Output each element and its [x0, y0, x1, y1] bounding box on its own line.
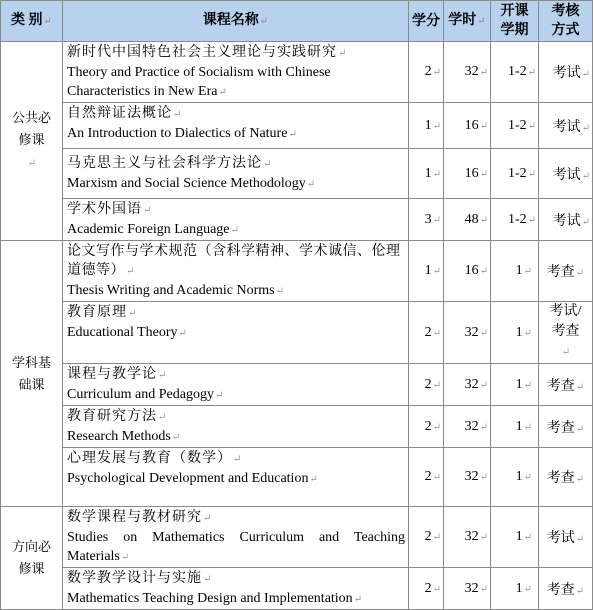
course-name-cell — [63, 364, 409, 406]
semester-cell: 1↵ — [491, 448, 539, 507]
header-hours: 学时↵ — [444, 1, 491, 42]
header-row — [1, 1, 593, 42]
course-name-cell — [63, 199, 409, 241]
header-course-name: 课程名称↵ — [63, 1, 409, 42]
table-row — [1, 241, 593, 302]
category-cell: 学科基础课 — [1, 241, 63, 507]
semester-cell: 1-2↵ — [491, 149, 539, 199]
course-name-en: Curriculum and Pedagogy↵ — [67, 387, 224, 402]
credits-cell: 2↵ — [409, 507, 444, 568]
course-name-en: Academic Foreign Language↵ — [67, 222, 239, 237]
table-row — [1, 364, 593, 406]
table-row — [1, 149, 593, 199]
assessment-cell: 考查↵ — [539, 406, 593, 448]
course-name-en: Psychological Development and Education↵ — [67, 471, 318, 486]
assessment-cell: 考试↵ — [539, 507, 593, 568]
category-cell: 方向必修课 — [1, 507, 63, 610]
semester-cell: 1-2↵ — [491, 103, 539, 149]
credits-cell: 2↵ — [409, 448, 444, 507]
course-name-cell — [63, 103, 409, 149]
course-name-zh: 学术外国语↵ — [67, 202, 153, 217]
course-name-zh: 数学课程与教材研究↵ — [67, 510, 213, 525]
course-name-cell — [63, 149, 409, 199]
header-category: 类 别↵ — [1, 1, 63, 42]
hours-cell: 32↵ — [444, 568, 491, 610]
assessment-cell: 考查↵ — [539, 568, 593, 610]
table-row — [1, 42, 593, 103]
credits-cell: 1↵ — [409, 241, 444, 302]
course-name-zh: 教育研究方法↵ — [67, 409, 168, 424]
assessment-cell: 考试↵ — [539, 149, 593, 199]
table-row — [1, 302, 593, 364]
course-name-cell — [63, 42, 409, 103]
assessment-cell: 考查↵ — [539, 241, 593, 302]
course-name-en: Mathematics Teaching Design and Implementation↵ — [67, 591, 363, 606]
course-name-en: An Introduction to Dialectics of Nature↵ — [67, 126, 297, 141]
course-name-cell — [63, 302, 409, 364]
course-name-zh: 论文写作与学术规范（含科学精神、学术诚信、伦理道德等）↵ — [67, 244, 401, 278]
category-cell: 公共必修课 ↵ — [1, 42, 63, 241]
semester-cell: 1↵ — [491, 507, 539, 568]
credits-cell: 2↵ — [409, 568, 444, 610]
course-name-en: Thesis Writing and Academic Norms↵ — [67, 283, 284, 298]
course-name-zh: 心理发展与教育（数学）↵ — [67, 451, 243, 466]
table-row — [1, 103, 593, 149]
course-name-cell — [63, 406, 409, 448]
semester-cell: 1-2↵ — [491, 42, 539, 103]
course-name-zh: 数学教学设计与实施↵ — [67, 571, 213, 586]
hours-cell: 16↵ — [444, 241, 491, 302]
course-name-zh: 马克思主义与社会科学方法论↵ — [67, 156, 273, 171]
course-name-cell — [63, 448, 409, 507]
course-name-cell — [63, 241, 409, 302]
credits-cell: 1↵ — [409, 149, 444, 199]
hours-cell: 16↵ — [444, 149, 491, 199]
course-name-cell — [63, 507, 409, 568]
hours-cell: 32↵ — [444, 42, 491, 103]
course-name-zh: 课程与教学论↵ — [67, 367, 168, 382]
semester-cell: 1↵ — [491, 568, 539, 610]
assessment-cell: 考试/考查↵ — [539, 302, 593, 364]
table-row — [1, 406, 593, 448]
hours-cell: 32↵ — [444, 302, 491, 364]
hours-cell: 32↵ — [444, 406, 491, 448]
credits-cell: 2↵ — [409, 42, 444, 103]
semester-cell: 1↵ — [491, 406, 539, 448]
course-name-en: Studies on Mathematics Curriculum and Teaching Materials↵ — [67, 530, 405, 564]
assessment-cell: 考试↵ — [539, 199, 593, 241]
credits-cell: 3↵ — [409, 199, 444, 241]
course-name-en: Theory and Practice of Socialism with Chinese Characteristics in New Era↵ — [67, 65, 331, 99]
assessment-cell: 考查↵ — [539, 364, 593, 406]
semester-cell: 1↵ — [491, 364, 539, 406]
course-name-cell — [63, 568, 409, 610]
semester-cell: 1↵ — [491, 241, 539, 302]
assessment-cell: 考查↵ — [539, 448, 593, 507]
table-row — [1, 448, 593, 507]
semester-cell: 1↵ — [491, 302, 539, 364]
credits-cell: 1↵ — [409, 103, 444, 149]
semester-cell: 1-2↵ — [491, 199, 539, 241]
header-semester: 开课学期 — [491, 1, 539, 42]
course-name-zh: 新时代中国特色社会主义理论与实践研究↵ — [67, 45, 348, 60]
header-assessment: 考核方式 — [539, 1, 593, 42]
course-name-zh: 自然辩证法概论↵ — [67, 106, 183, 121]
course-name-en: Marxism and Social Science Methodology↵ — [67, 176, 316, 191]
credits-cell: 2↵ — [409, 364, 444, 406]
hours-cell: 32↵ — [444, 507, 491, 568]
course-name-zh: 教育原理↵ — [67, 305, 138, 320]
assessment-cell: 考试↵ — [539, 103, 593, 149]
credits-cell: 2↵ — [409, 406, 444, 448]
hours-cell: 32↵ — [444, 364, 491, 406]
table-row — [1, 568, 593, 610]
table-row — [1, 507, 593, 568]
course-name-en: Educational Theory↵ — [67, 325, 187, 340]
course-name-en: Research Methods↵ — [67, 429, 181, 444]
assessment-cell: 考试↵ — [539, 42, 593, 103]
hours-cell: 32↵ — [444, 448, 491, 507]
header-credits: 学分 — [409, 1, 444, 42]
hours-cell: 16↵ — [444, 103, 491, 149]
hours-cell: 48↵ — [444, 199, 491, 241]
credits-cell: 2↵ — [409, 302, 444, 364]
table-row — [1, 199, 593, 241]
